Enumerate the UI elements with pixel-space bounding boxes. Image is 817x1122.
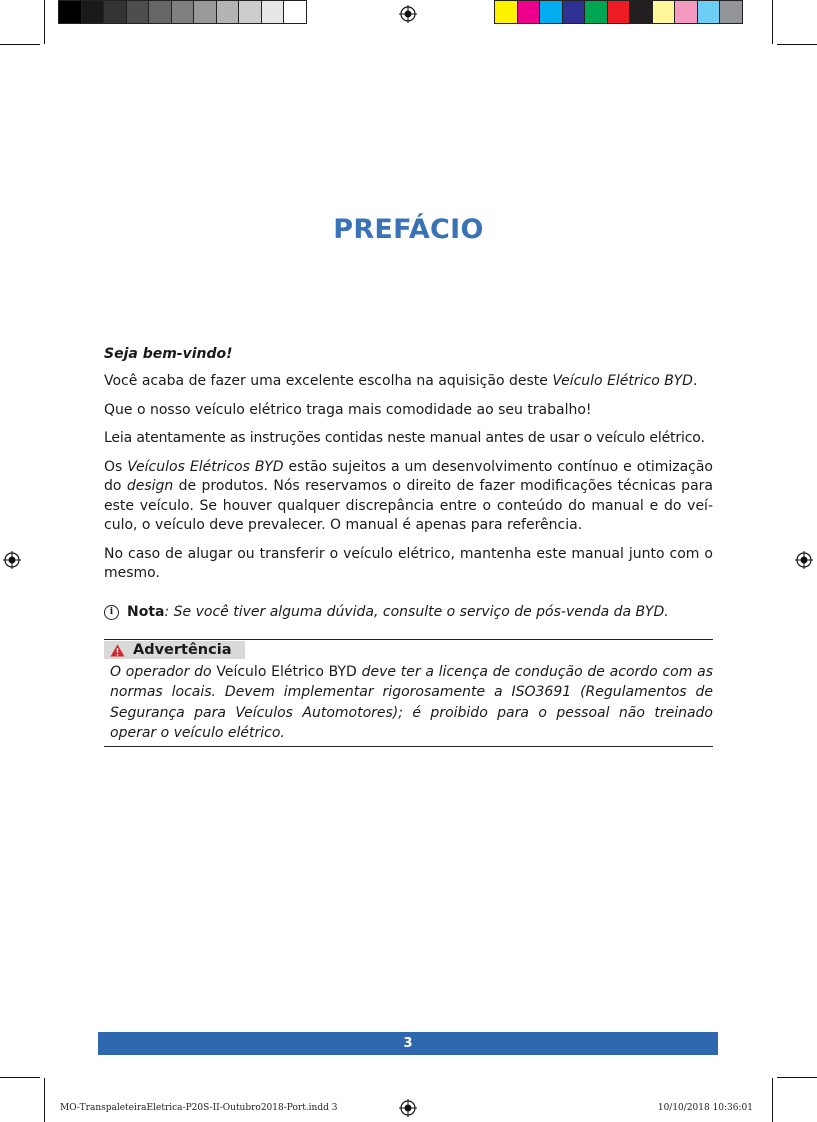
warning-header — [104, 641, 245, 659]
crop-mark-bottom-left-h — [0, 1077, 40, 1078]
footer-file-name: MO-TranspaleteiraEletrica-P20S-II-Outubro2018-Port.indd 3 — [60, 1103, 338, 1113]
warning-text: O operador do Veículo Elétrico BYD deve ter a licença de condução de acordo com as normas locais. Devem implementar rigorosamente a ISO3691 (Regulamentos de Segurança para Veículos Automotores); é proibido para o pessoal não treinado operar o veículo elétrico. — [110, 663, 714, 741]
color-swatch — [607, 0, 631, 24]
note-line — [104, 604, 713, 620]
gray-swatch — [81, 0, 105, 24]
color-swatch — [494, 0, 518, 24]
crop-mark-bottom-right-h — [777, 1077, 817, 1078]
welcome-heading: Seja bem-vindo! — [104, 346, 233, 362]
color-swatch — [539, 0, 563, 24]
registration-mark-left-icon — [3, 551, 21, 569]
gray-swatch — [171, 0, 195, 24]
paragraph-4: Os Veículos Elétricos BYD estão sujeitos a um desenvolvimento contínuo e otimização do design de produtos. Nós reservamos o direito de fazer modificações técnicas para este veículo. Se houver qualquer discrepância entre o conteúdo do manual e do veí-culo, o veículo deve prevalecer. O manual é apenas para referência. — [104, 458, 714, 533]
warning-triangle-icon — [110, 644, 125, 657]
registration-mark-right-icon — [795, 551, 813, 569]
gray-swatch — [193, 0, 217, 24]
warning-label: Advertência — [133, 642, 232, 658]
registration-mark-bottom-icon — [399, 1099, 417, 1117]
color-swatch — [652, 0, 676, 24]
crop-mark-bottom-left-v — [44, 1078, 45, 1122]
crop-mark-bottom-right-v — [772, 1078, 773, 1122]
page-number-bar: 3 — [98, 1032, 718, 1055]
color-calibration-bar — [494, 0, 742, 25]
page-title: PREFÁCIO — [333, 214, 484, 245]
color-swatch — [517, 0, 541, 24]
gray-swatch — [58, 0, 82, 24]
color-swatch — [562, 0, 586, 24]
gray-swatch — [126, 0, 150, 24]
paragraph-1: Você acaba de fazer uma excelente escolha na aquisição deste Veículo Elétrico BYD. — [104, 373, 698, 389]
paragraph-5: No caso de alugar ou transferir o veículo elétrico, mantenha este manual junto com o mesmo. — [104, 545, 713, 581]
info-icon: i — [104, 605, 119, 620]
note-text: : Se você tiver alguma dúvida, consulte o serviço de pós-venda da BYD. — [164, 604, 669, 620]
color-swatch — [719, 0, 743, 24]
color-swatch — [674, 0, 698, 24]
gray-swatch — [283, 0, 307, 24]
gray-calibration-bar — [58, 0, 306, 25]
body-text — [104, 372, 713, 584]
gray-swatch — [103, 0, 127, 24]
color-swatch — [629, 0, 653, 24]
color-swatch — [584, 0, 608, 24]
crop-mark-top-left-h — [0, 44, 40, 45]
registration-mark-top-icon — [399, 5, 417, 23]
footer-timestamp: 10/10/2018 10:36:01 — [657, 1103, 753, 1113]
gray-swatch — [216, 0, 240, 24]
paragraph-2: Que o nosso veículo elétrico traga mais comodidade ao seu trabalho! — [104, 401, 592, 418]
gray-swatch — [261, 0, 285, 24]
warning-box — [104, 639, 713, 747]
gray-swatch — [238, 0, 262, 24]
gray-swatch — [148, 0, 172, 24]
paragraph-3: Leia atentamente as instruções contidas neste manual antes de usar o veículo elétrico. — [104, 430, 705, 446]
crop-mark-top-right-h — [777, 44, 817, 45]
color-swatch — [697, 0, 721, 24]
note-label: Nota — [127, 604, 165, 620]
crop-mark-top-right-v — [772, 0, 773, 44]
crop-mark-top-left-v — [44, 0, 45, 44]
